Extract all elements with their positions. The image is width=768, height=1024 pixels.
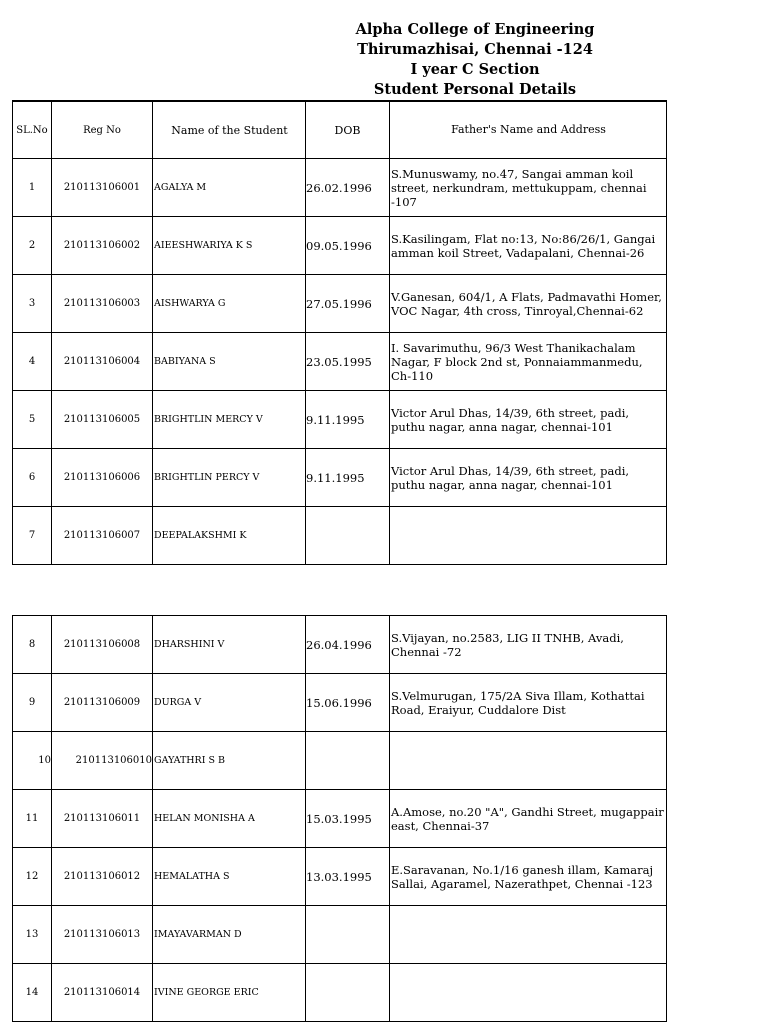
row-father-address: I. Savarimuthu, 96/3 West Thanikachalam Nagar, F block 2nd st, Ponnaiammanmedu, Ch-110	[390, 333, 667, 391]
table-row	[13, 333, 667, 391]
row-sl-no: 7	[13, 507, 52, 565]
row-student-name: BABIYANA S	[153, 333, 306, 391]
row-reg-no: 210113106010	[52, 732, 153, 790]
row-student-name: DHARSHINI V	[153, 616, 306, 674]
document-header	[330, 20, 620, 100]
row-sl-no: 8	[13, 616, 52, 674]
row-student-name: BRIGHTLIN PERCY V	[153, 449, 306, 507]
row-sl-no: 9	[13, 674, 52, 732]
row-father-address	[390, 964, 667, 1022]
row-student-name: AIEESHWARIYA K S	[153, 217, 306, 275]
row-student-name: HEMALATHA S	[153, 848, 306, 906]
row-sl-no: 1	[13, 159, 52, 217]
row-father-address: S.Kasilingam, Flat no:13, No:86/26/1, Gangai amman koil Street, Vadapalani, Chennai-26	[390, 217, 667, 275]
column-header-dob: DOB	[306, 101, 390, 159]
row-dob: 09.05.1996	[306, 217, 390, 275]
row-reg-no: 210113106007	[52, 507, 153, 565]
row-reg-no: 210113106009	[52, 674, 153, 732]
row-student-name: HELAN MONISHA A	[153, 790, 306, 848]
table-body-page-2	[13, 616, 667, 1022]
row-reg-no: 210113106012	[52, 848, 153, 906]
table-row	[13, 449, 667, 507]
row-dob: 26.04.1996	[306, 616, 390, 674]
table-row	[13, 964, 667, 1022]
row-dob: 9.11.1995	[306, 391, 390, 449]
row-father-address: E.Saravanan, No.1/16 ganesh illam, Kamaraj Sallai, Agaramel, Nazerathpet, Chennai -123	[390, 848, 667, 906]
page-title: Student Personal Details	[373, 81, 577, 98]
row-student-name: DEEPALAKSHMI K	[153, 507, 306, 565]
row-dob	[306, 964, 390, 1022]
row-reg-no: 210113106002	[52, 217, 153, 275]
row-dob: 23.05.1995	[306, 333, 390, 391]
table-row	[13, 616, 667, 674]
row-reg-no: 210113106014	[52, 964, 153, 1022]
row-sl-no: 4	[13, 333, 52, 391]
column-header-name: Name of the Student	[153, 101, 306, 159]
section-title: I year C Section	[410, 61, 540, 78]
row-father-address: A.Amose, no.20 "A", Gandhi Street, mugappair east, Chennai-37	[390, 790, 667, 848]
row-dob: 15.06.1996	[306, 674, 390, 732]
college-name: Alpha College of Engineering	[355, 21, 595, 38]
row-father-address: Victor Arul Dhas, 14/39, 6th street, padi, puthu nagar, anna nagar, chennai-101	[390, 391, 667, 449]
column-header-sl-no: SL.No	[13, 101, 52, 159]
row-father-address: Victor Arul Dhas, 14/39, 6th street, padi, puthu nagar, anna nagar, chennai-101	[390, 449, 667, 507]
row-dob: 9.11.1995	[306, 449, 390, 507]
row-reg-no: 210113106006	[52, 449, 153, 507]
table-row	[13, 848, 667, 906]
row-father-address: S.Vijayan, no.2583, LIG II TNHB, Avadi, Chennai -72	[390, 616, 667, 674]
row-reg-no: 210113106005	[52, 391, 153, 449]
row-dob	[306, 906, 390, 964]
row-student-name: AGALYA M	[153, 159, 306, 217]
row-sl-no: 6	[13, 449, 52, 507]
student-table-page-2	[12, 615, 667, 1022]
row-dob	[306, 507, 390, 565]
row-reg-no: 210113106008	[52, 616, 153, 674]
table-row	[13, 159, 667, 217]
row-student-name: DURGA V	[153, 674, 306, 732]
row-sl-no: 5	[13, 391, 52, 449]
table-row	[13, 906, 667, 964]
column-header-address: Father's Name and Address	[390, 101, 667, 159]
college-location: Thirumazhisai, Chennai -124	[357, 41, 593, 58]
row-reg-no: 210113106003	[52, 275, 153, 333]
table-header-row	[13, 101, 667, 159]
row-father-address	[390, 906, 667, 964]
row-sl-no: 13	[13, 906, 52, 964]
row-sl-no: 12	[13, 848, 52, 906]
row-student-name: IVINE GEORGE ERIC	[153, 964, 306, 1022]
row-dob: 26.02.1996	[306, 159, 390, 217]
row-reg-no: 210113106011	[52, 790, 153, 848]
row-father-address	[390, 507, 667, 565]
table-row	[13, 275, 667, 333]
table-row	[13, 391, 667, 449]
row-father-address: V.Ganesan, 604/1, A Flats, Padmavathi Homer, VOC Nagar, 4th cross, Tinroyal,Chennai-62	[390, 275, 667, 333]
row-dob: 13.03.1995	[306, 848, 390, 906]
table-row	[13, 674, 667, 732]
row-student-name: GAYATHRI S B	[153, 732, 306, 790]
row-dob: 15.03.1995	[306, 790, 390, 848]
row-father-address: S.Munuswamy, no.47, Sangai amman koil street, nerkundram, mettukuppam, chennai -107	[390, 159, 667, 217]
row-sl-no: 3	[13, 275, 52, 333]
row-student-name: IMAYAVARMAN D	[153, 906, 306, 964]
row-sl-no: 14	[13, 964, 52, 1022]
row-dob: 27.05.1996	[306, 275, 390, 333]
row-dob	[306, 732, 390, 790]
table-row	[13, 507, 667, 565]
column-header-reg-no: Reg No	[52, 101, 153, 159]
table-body-page-1	[13, 159, 667, 565]
row-reg-no: 210113106004	[52, 333, 153, 391]
row-sl-no: 10	[13, 732, 52, 790]
row-reg-no: 210113106001	[52, 159, 153, 217]
row-father-address	[390, 732, 667, 790]
row-sl-no: 11	[13, 790, 52, 848]
table-row	[13, 217, 667, 275]
row-student-name: AISHWARYA G	[153, 275, 306, 333]
row-sl-no: 2	[13, 217, 52, 275]
table-row	[13, 790, 667, 848]
student-table-page-1	[12, 100, 667, 565]
row-father-address: S.Velmurugan, 175/2A Siva Illam, Kothattai Road, Eraiyur, Cuddalore Dist	[390, 674, 667, 732]
row-student-name: BRIGHTLIN MERCY V	[153, 391, 306, 449]
table-row	[13, 732, 667, 790]
row-reg-no: 210113106013	[52, 906, 153, 964]
